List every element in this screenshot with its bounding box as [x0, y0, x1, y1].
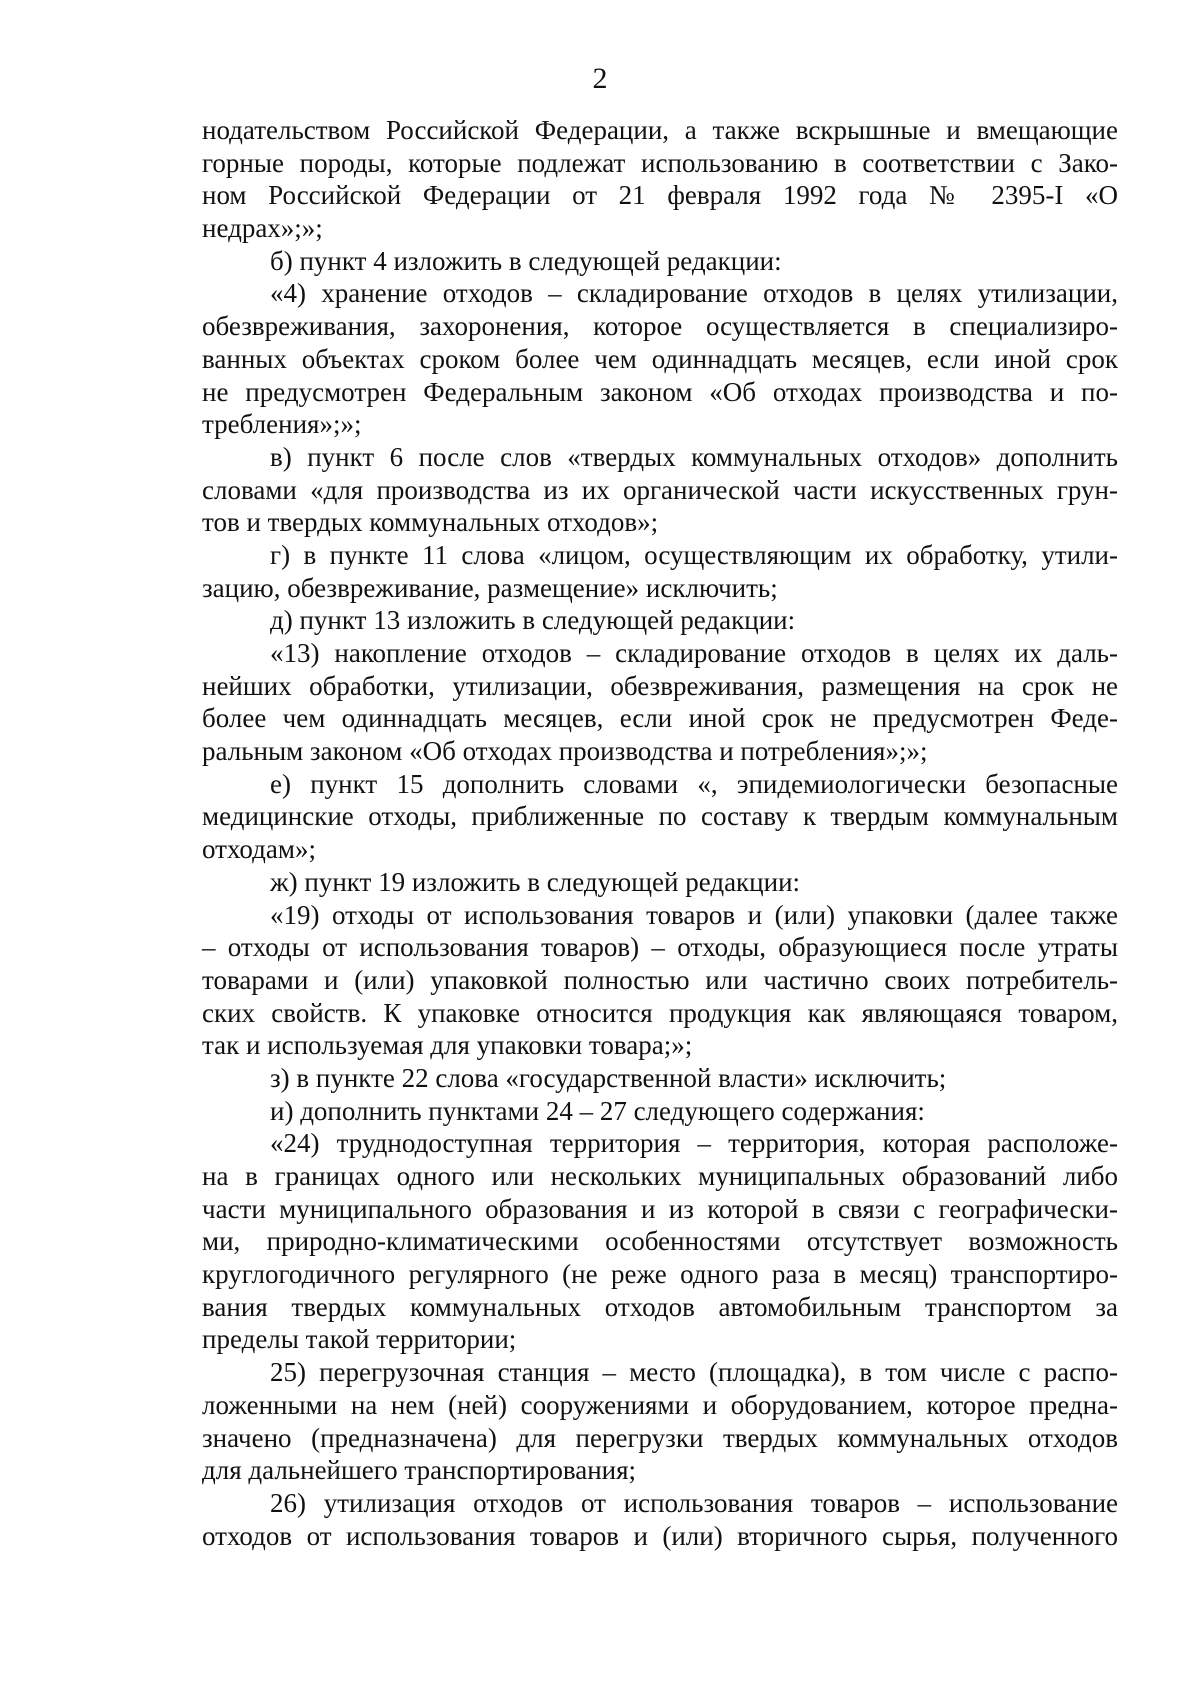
- text-line: з) в пункте 22 слова «государственной власти» исключить;: [270, 1062, 947, 1093]
- text-line: горные породы, которые подлежат использованию в соответствии с Зако-: [202, 147, 1118, 178]
- text-line: словами «для производства из их органической части искусственных грун-: [202, 474, 1118, 505]
- text-line: 26) утилизация отходов от использования товаров – использование: [270, 1487, 1118, 1518]
- text-line: «4) хранение отходов – складирование отходов в целях утилизации,: [270, 278, 1118, 309]
- text-line: д) пункт 13 изложить в следующей редакции:: [270, 605, 796, 636]
- text-line: ложенными на нем (ней) сооружениями и оборудованием, которое предна-: [202, 1389, 1118, 1420]
- text-line: зацию, обезвреживание, размещение» исключить;: [202, 572, 778, 603]
- text-line: в) пункт 6 после слов «твердых коммунальных отходов» дополнить: [270, 441, 1118, 472]
- text-line: вания твердых коммунальных отходов автомобильным транспортом за: [202, 1291, 1118, 1322]
- text-line: отходам»;: [202, 834, 316, 865]
- text-line: ж) пункт 19 изложить в следующей редакции:: [270, 866, 801, 897]
- text-line: отходов от использования товаров и (или) вторичного сырья, полученного: [202, 1520, 1118, 1551]
- text-line: товарами и (или) упаковкой полностью или частично своих потребитель-: [202, 964, 1118, 995]
- text-line: тов и твердых коммунальных отходов»;: [202, 507, 659, 538]
- text-line: «24) труднодоступная территория – территория, которая расположе-: [270, 1128, 1118, 1159]
- text-line: значено (предназначена) для перегрузки твердых коммунальных отходов: [202, 1422, 1118, 1453]
- text-line: и) дополнить пунктами 24 – 27 следующего содержания:: [270, 1095, 925, 1126]
- text-line: требления»;»;: [202, 409, 362, 440]
- text-line: пределы такой территории;: [202, 1324, 517, 1355]
- text-line: так и используемая для упаковки товара;»;: [202, 1030, 693, 1061]
- text-line: медицинские отходы, приближенные по составу к твердым коммунальным: [202, 801, 1118, 832]
- text-line: части муниципального образования и из которой в связи с географически-: [202, 1193, 1118, 1224]
- text-line: ми, природно-климатическими особенностями отсутствует возможность: [202, 1226, 1118, 1257]
- page-number: 2: [592, 62, 608, 95]
- text-line: круглогодичного регулярного (не реже одного раза в месяц) транспортиро-: [202, 1259, 1118, 1290]
- text-line: обезвреживания, захоронения, которое осуществляется в специализиро-: [202, 311, 1118, 342]
- text-line: нодательством Российской Федерации, а также вскрышные и вмещающие: [202, 115, 1118, 145]
- text-line: г) в пункте 11 слова «лицом, осуществляющим их обработку, утили-: [270, 539, 1118, 570]
- text-line: ских свойств. К упаковке относится продукция как являющаяся товаром,: [202, 997, 1118, 1028]
- document-body: [202, 114, 1118, 1552]
- text-line: для дальнейшего транспортирования;: [202, 1455, 637, 1486]
- text-line: ванных объектах сроком более чем одиннадцать месяцев, если иной срок: [202, 343, 1118, 374]
- text-line: б) пункт 4 изложить в следующей редакции:: [270, 245, 782, 276]
- text-line: «19) отходы от использования товаров и (или) упаковки (далее также: [270, 899, 1118, 930]
- text-line: е) пункт 15 дополнить словами «, эпидемиологически безопасные: [270, 768, 1118, 799]
- text-line: нейших обработки, утилизации, обезвреживания, размещения на срок не: [202, 670, 1118, 701]
- text-line: «13) накопление отходов – складирование отходов в целях их даль-: [270, 638, 1118, 668]
- text-line: на в границах одного или нескольких муниципальных образований либо: [202, 1161, 1118, 1191]
- text-line: недрах»;»;: [202, 213, 323, 244]
- text-line: – отходы от использования товаров) – отходы, образующиеся после утраты: [202, 932, 1118, 963]
- text-line: более чем одиннадцать месяцев, если иной срок не предусмотрен Феде-: [202, 703, 1118, 734]
- text-line: 25) перегрузочная станция – место (площадка), в том числе с распо-: [270, 1357, 1118, 1388]
- text-line: ральным законом «Об отходах производства и потребления»;»;: [202, 736, 928, 767]
- text-line: не предусмотрен Федеральным законом «Об отходах производства и по-: [202, 376, 1118, 407]
- text-line: ном Российской Федерации от 21 февраля 1992 года № 2395-I «О: [202, 180, 1118, 211]
